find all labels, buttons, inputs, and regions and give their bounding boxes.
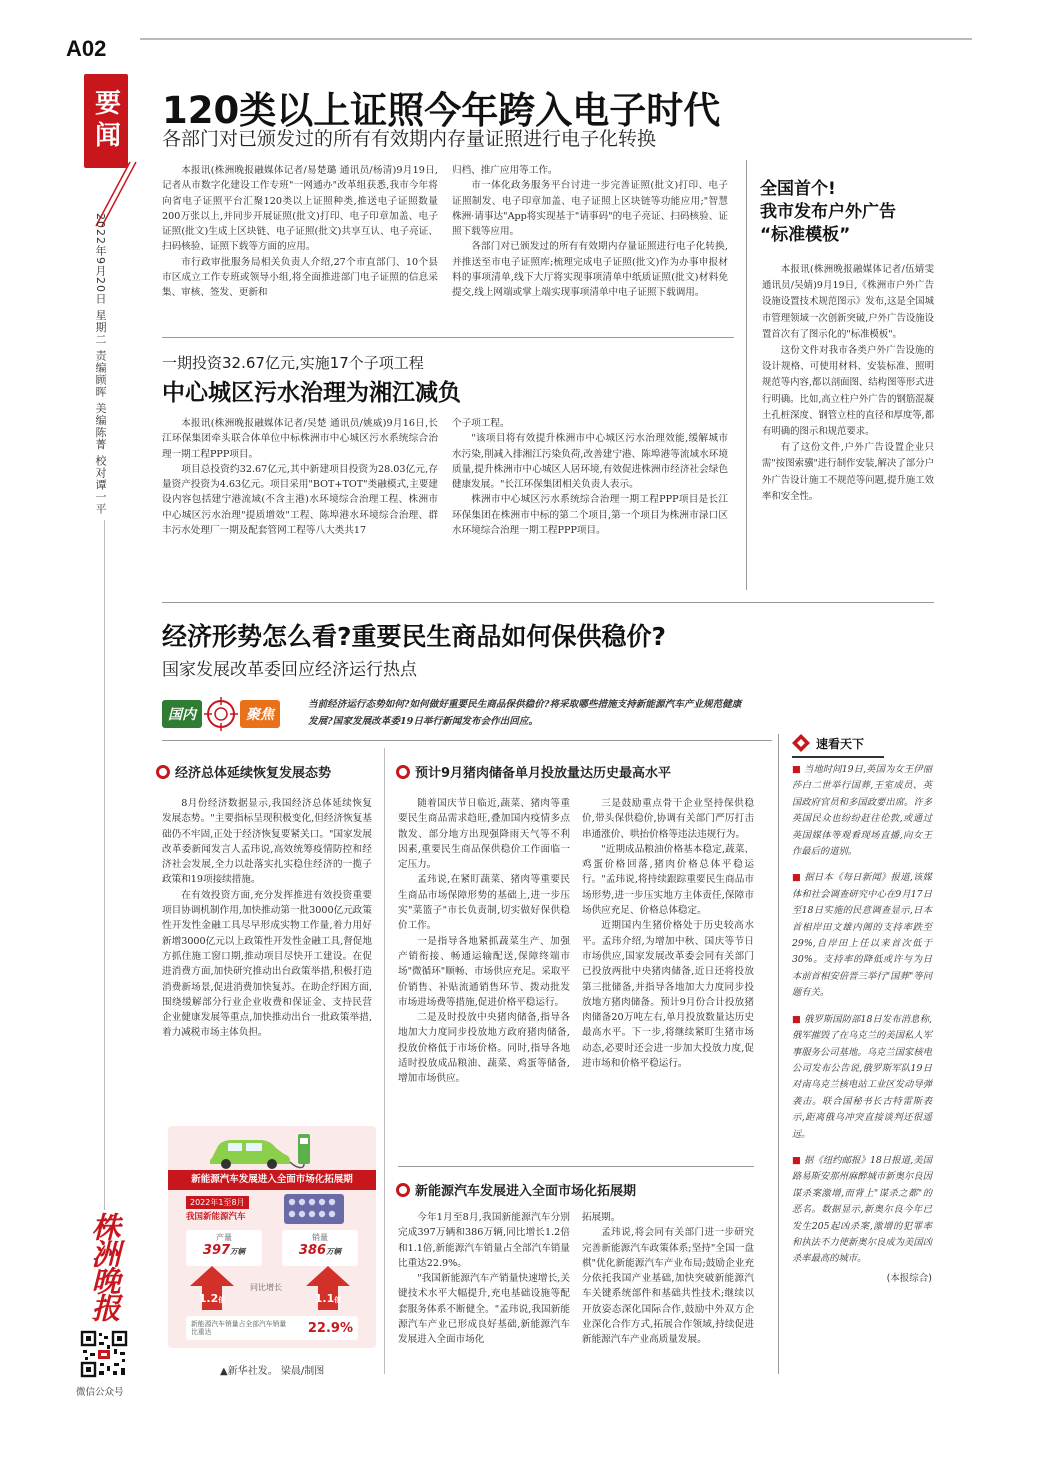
list-item <box>792 870 932 1001</box>
article1-col2 <box>452 163 728 301</box>
paragraph: 项目总投资约32.67亿元,其中新建项目投资为28.03亿元,存量资产投资为4.63亿元。项目采用"BOT+TOT"类融模式,主要建设内容包括建宁港流域(不含主港)水环境综合治理工程、株洲市中心城区污水治理"提质增效"工程、陈埠港水环境综合治理、群丰污水处理厂一期及配套管网工程等八大类共17 <box>162 463 438 537</box>
paragraph: 孟玮说,将会同有关部门进一步研究完善新能源汽车政策体系;坚持"全国一盘棋"优化新能源汽车产业布局;鼓励企业充分依托我国产业基础,加快突破新能源汽车关键系统部件和基础共性技术;继续以开放姿态深化国际合作,鼓励中外双方企业深化合作方式,拓展合作领域,持续促进新能源汽车产业高质量发展。 <box>582 1227 754 1346</box>
world-news-item-text: 当地时间19日,英国为女王伊丽莎白二世举行国葬,王室成员、英国政府官员和多国政要出席。许多英国民众也纷纷赶往伦敦,或通过英国媒体等观看现场直播,向女王作最后的道别。 <box>792 764 932 858</box>
paragraph: 一是指导各地紧抓蔬菜生产、加强产销衔接、畅通运输配送,保障终端市场"微循环"顺畅、市场供应充足。采取平价销售、补贴流通销售环节、拨动批发市场进场费等措施,促进价格平稳运行。 <box>398 935 570 1008</box>
world-news-item-text: 据《纽约邮报》18日报道,美国路易斯安那州麻醉城市新奥尔良因谋杀案激增,而背上"谋杀之都"的恶名。数据显示,新奥尔良今年已发生205起凶杀案,激增的犯罪率和执法不力使新奥尔良成为美国凶杀率最高的城市。 <box>792 1154 932 1265</box>
top-rule <box>140 38 972 40</box>
paragraph: 近期国内生猪价格处于历史较高水平。孟玮介绍,为增加中秋、国庆等节日市场供应,国家发展改革委会同有关部门已投放两批中央猪肉储备,近日还将投放第三批储备,并指导各地加大力度同步投放地方猪肉储备。预计9月份合计投放猪肉储备20万吨左右,单月投放数量达历史最高水平。下一步,将继续紧盯生猪市场动态,必要时还会进一步加大投放力度,促进市场和价格平稳运行。 <box>582 920 754 1070</box>
paragraph: "我国新能源汽车产销量快速增长,关键技术水平大幅提升,充电基础设施等配套服务体系不断健全。"孟玮说,我国新能源汽车产业已形成良好基础,新能源汽车发展进入全面市场化 <box>398 1273 570 1346</box>
infographic-subtitle: 我国新能源汽车 <box>186 1212 246 1222</box>
section2-col2 <box>582 796 754 1071</box>
production-growth-value: 1.2 <box>198 1292 219 1305</box>
production-box <box>186 1230 262 1266</box>
car-charging-icon <box>200 1128 320 1170</box>
sales-growth <box>310 1292 346 1305</box>
section-heading-text: 预计9月猪肉储备单月投放量达历史最高水平 <box>415 766 672 781</box>
left-rule <box>104 520 105 1210</box>
share-value: 22.9% <box>307 1320 353 1336</box>
badge-right-text: 聚焦 <box>240 700 280 728</box>
production-growth-unit: 倍 <box>218 1296 226 1304</box>
section-label: 要闻 <box>90 89 121 153</box>
badge-left-text: 国内 <box>162 700 202 728</box>
production-value: 397 <box>202 1243 231 1258</box>
date-line: 2022年9月20日 星期二 责编顾晖 美编陈菁 校对谭一平 <box>94 213 107 515</box>
share-text: 新能源汽车销量占全部汽车销量比重达 <box>191 1320 287 1336</box>
world-news-credit: (本报综合) <box>886 1272 932 1284</box>
sales-value: 386 <box>298 1243 327 1258</box>
paragraph-continued: 个子项工程。 <box>452 418 510 429</box>
qr-caption: 微信公众号 <box>76 1387 124 1398</box>
world-news-item-text: 俄罗斯国防部18日发布消息称,俄军摧毁了在乌克兰的美国私人军事服务公司基地。乌克兰国家核电公司发布公告说,俄罗斯军队19日对南乌克兰核电站工业区发动导弹袭击。联合国秘书长古特雷斯表示,距离俄乌冲突直接谈判还很遥远。 <box>792 1013 932 1140</box>
sidebar-headline-line: 全国首个! <box>760 179 836 199</box>
subhead-certificates: 各部门对已颁发过的所有有效期内存量证照进行电子化转换 <box>162 128 657 150</box>
infographic-title: 新能源汽车发展进入全面市场化拓展期 <box>168 1170 376 1190</box>
focus-target-icon <box>204 697 238 731</box>
section3-col2 <box>582 1210 754 1348</box>
world-news-item-text: 据日本《每日新闻》报道,该媒体和社会调查研究中心在9月17日至18日实施的民意调查显示,日本首相岸田文雄内阁的支持率跌至29%,自岸田上任以来首次低于30%。支持率的降低或许与为日本前首相安倍晋三举行"国葬"等问题有关。 <box>792 872 932 999</box>
masthead-logo <box>82 1210 128 1322</box>
headline-economy: 经济形势怎么看?重要民生商品如何保供稳价? <box>162 622 667 651</box>
world-news-title-rule <box>792 756 884 758</box>
bullet-icon: ■ <box>792 872 802 884</box>
qr-code <box>80 1330 128 1378</box>
article1-col1 <box>162 163 438 301</box>
page-number: A02 <box>66 36 107 61</box>
divider <box>162 337 734 338</box>
bullet-icon: ■ <box>792 764 801 775</box>
headline-certificates: 120类以上证照今年跨入电子时代 <box>162 89 721 132</box>
section-heading-nev <box>396 1180 636 1199</box>
paragraph: 市一体化政务服务平台讨进一步完善证照(批文)打印、电子证照制发、电子印章加盖、电子证照上区块链等功能应用;"智慧株洲·请事达"App将实现基于"请事码"的电子亮证、扫码核验、证照下载等应用。 <box>452 180 728 238</box>
bullet-icon: ■ <box>792 1154 801 1166</box>
nev-infographic <box>168 1126 376 1348</box>
paragraph: 这份文件对我市各类户外广告设施的设计规格、可使用材料、安装标准、照明规范等内容,都以剖面图、结构图等形式进行明确。比如,高立柱户外广告的钢筋混凝土孔桩深度、钢管立柱的直径和厚度等,都有明确的图示和规范要求。 <box>762 345 934 438</box>
sales-box <box>282 1230 358 1266</box>
paragraph: "近期成品粮油价格基本稳定,蔬菜、鸡蛋价格回落,猪肉价格总体平稳运行。"孟玮说,将持续跟踪重要民生商品市场形势,进一步压实地方主体责任,保障市场供应充足、价格总体稳定。 <box>582 843 754 917</box>
paragraph: 在有效投资方面,充分发挥推进有效投资重要项目协调机制作用,加快推动第一批3000亿元政策性开发性金融工具尽早形成实物工作量,着力用好新增3000亿元以上政策性开发性金融工具,督促地方抓住施工窗口期,推动项目尽快开工建设。在促进消费方面,加快研究推动出台政策举措,积极打造消费新场景,促进消费加快复苏。在助企纾困方面,围绕缓解部分行业企业收费和保证金、支持民营企业健康发展等重点,加快推动出台一批政策举措,着力减税市场主体负担。 <box>162 889 372 1039</box>
list-item <box>792 762 932 860</box>
bullet-circle-icon <box>396 1183 410 1197</box>
divider <box>398 1166 754 1167</box>
paragraph: 各部门对已颁发过的所有有效期内存量证照进行电子化转换,并推送至市电子证照库;梳理完成电子证照(批文)作为办事申报材料的事项清单,线下大厅将实现事项清单中纸质证照(批文)材料免提交,线上网端或掌上端实现事项清单中电子证照下载调用。 <box>452 241 728 299</box>
sidebar-headline-line: “标准模板” <box>760 225 851 245</box>
paragraph-continued: 拓展期。 <box>582 1212 621 1223</box>
world-news-header <box>792 732 884 754</box>
divider <box>162 740 772 741</box>
section1-body <box>162 796 372 1041</box>
sidebar-rule <box>746 160 747 590</box>
paragraph: 本报讯(株洲晚报融媒体记者/吴楚 通讯员/姚威)9月16日,长江环保集团牵头联合体单位中标株洲市中心城区污水系统综合治理一期工程PPP项目。 <box>162 418 438 460</box>
paragraph: 二是及时投放中央猪肉储备,指导各地加大力度同步投放地方政府猪肉储备,投放价格低于市场价格。同时,指导各地适时投放成品粮油、蔬菜、鸡蛋等储备,增加市场供应。 <box>398 1012 570 1085</box>
paragraph: 三是鼓励重点骨干企业坚持保供稳价,带头保供稳价,协调有关部门严厉打击串通涨价、哄抬价格等违法违规行为。 <box>582 798 754 840</box>
article2-col1 <box>162 416 438 538</box>
sales-growth-value: 1.1 <box>314 1292 335 1305</box>
paragraph: 随着国庆节日临近,蔬菜、猪肉等重要民生商品需求趋旺,叠加国内疫情多点散发、部分地方出现强降雨天气等不利因素,重要民生商品保供稳价工作面临一定压力。 <box>398 798 570 871</box>
sidebar-headline-line: 我市发布户外广告 <box>760 202 896 222</box>
production-growth <box>194 1292 230 1305</box>
masthead-text: 株洲晚报 <box>87 1212 122 1320</box>
kicker-sewage: 一期投资32.67亿元,实施17个子项工程 <box>162 354 424 372</box>
sales-label: 销量 <box>312 1233 328 1242</box>
sales-unit: 万辆 <box>326 1247 342 1256</box>
sidebar-body <box>762 262 934 505</box>
battery-grid-icon <box>284 1194 344 1224</box>
section-heading-economy <box>156 762 331 781</box>
world-news-title: 速看天下 <box>816 736 865 751</box>
sales-growth-unit: 倍 <box>334 1296 342 1304</box>
section2-col1 <box>398 796 570 1087</box>
bullet-icon: ■ <box>792 1013 801 1025</box>
column-rule <box>384 748 385 1374</box>
production-unit: 万辆 <box>230 1247 246 1256</box>
world-news-tag-icon <box>792 734 810 752</box>
bullet-circle-icon <box>396 765 410 779</box>
section-heading-text: 经济总体延续恢复发展态势 <box>175 766 332 781</box>
share-row <box>186 1316 358 1340</box>
paragraph: 今年1月至8月,我国新能源汽车分别完成397万辆和386万辆,同比增长1.2倍和1.1倍,新能源汽车销量占全部汽车销量比重达22.9%。 <box>398 1212 570 1269</box>
list-item <box>792 1012 932 1143</box>
bullet-circle-icon <box>156 765 170 779</box>
paragraph: 孟玮说,在紧盯蔬菜、猪肉等重要民生商品市场保障形势的基础上,进一步压实"菜篮子"市长负责制,切实做好保供稳价工作。 <box>398 874 570 932</box>
paragraph: "该项目将有效提升株洲市中心城区污水治理效能,缓解城市水污染,削减入排湘江污染负荷,改善建宁港、陈埠港等流域水环境质量,提升株洲市中心城区人居环境,有效促进株洲市经济社会绿色健康发展。"长江环保集团相关负责人表示。 <box>452 433 728 491</box>
paragraph: 有了这份文件,户外广告设置企业只需"按图索骥"进行制作安装,解决了部分户外广告设计施工不规范等问题,提升施工效率和安全性。 <box>762 442 934 502</box>
world-news-list <box>792 762 932 1284</box>
paragraph-continued: 归档、推广应用等工作。 <box>452 165 558 176</box>
lede-economy: 当前经济运行态势如何?如何做好重要民生商品保供稳价?将采取哪些措施支持新能源汽车产业规范健康发展?国家发展改革委19日举行新闻发布会作出回应。 <box>308 699 742 727</box>
infographic-credit: ▲新华社发。 梁晨/制图 <box>220 1366 325 1377</box>
paragraph: 市行政审批服务局相关负责人介绍,27个市直部门、10个县市区成立工作专班或领导小组,将全面推进部门电子证照的信息采集、审核、签发、更新和 <box>162 256 438 299</box>
headline-sewage: 中心城区污水治理为湘江减负 <box>162 380 461 406</box>
divider <box>162 602 934 603</box>
sidebar-headline <box>760 178 940 247</box>
paragraph: 本报讯(株洲晚报融媒体记者/易楚璐 通讯员/杨清)9月19日,记者从市数字化建设工作专班"一网通办"改革组获悉,我市今年将向省电子证照平台汇聚120类以上证照种类,推送电子证照数量200万张以上,并同步开展证照(批文)打印、电子印章加盖、电子证照(批文)生成上区块链、电子证照(批文)共享互认、电子亮证、扫码核验、证照下载等方面的应用。 <box>162 165 438 253</box>
domestic-focus-badge <box>162 694 298 734</box>
section-heading-pork <box>396 762 671 781</box>
section3-col1 <box>398 1210 570 1348</box>
yoy-label: 同比增长 <box>250 1283 282 1292</box>
infographic-period: 2022年1至8月 <box>186 1196 249 1209</box>
world-news-rule <box>778 734 779 1374</box>
paragraph: 株洲市中心城区污水系统综合治理一期工程PPP项目是长江环保集团在株洲市中标的第二个项目,第一个项目为株洲市渌口区水环境综合治理一期工程PPP项目。 <box>452 494 728 537</box>
paragraph: 本报讯(株洲晚报融媒体记者/伍婧雯 通讯员/吴婧)9月19日,《株洲市户外广告设施设置技术规范图示》发布,这是全国城市管理领域一次创新突破,户外广告设施设置首次有了图示化的"标准模板"。 <box>762 264 934 340</box>
section-heading-text: 新能源汽车发展进入全面市场化拓展期 <box>415 1184 637 1199</box>
subhead-economy: 国家发展改革委回应经济运行热点 <box>162 660 417 680</box>
list-item <box>792 1153 932 1268</box>
section-tab <box>84 74 128 168</box>
production-label: 产量 <box>216 1233 232 1242</box>
article2-col2 <box>452 416 728 538</box>
paragraph: 8月份经济数据显示,我国经济总体延续恢复发展态势。"主要指标呈现积极变化,但经济恢复基础仍不牢固,正处于经济恢复要紧关口。"国家发展改革委新闻发言人孟玮说,高效统筹疫情防控和经济社会发展,全力以赴落实扎实稳住经济的一揽子政策和19项接续措施。 <box>162 798 372 886</box>
